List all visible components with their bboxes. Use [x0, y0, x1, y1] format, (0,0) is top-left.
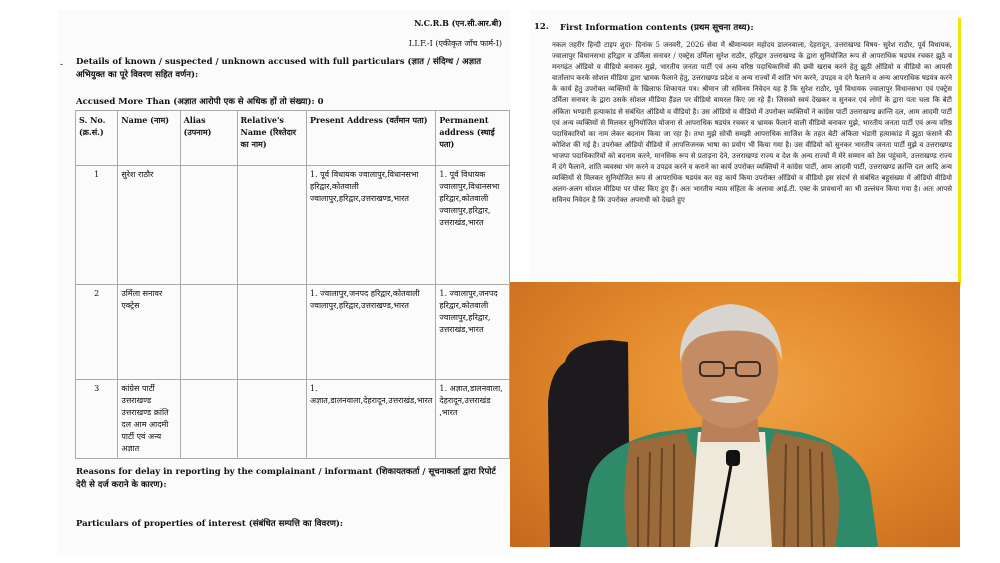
accused-details-title: Details of known / suspected / unknown accused with full particulars (ज्ञात / संदिग्ध / अज्ञात अभियुक्त का पूरे विवरण सहित वर्णन): — [76, 57, 482, 80]
col-relative: Relative's Name (रिश्तेदार का नाम) — [237, 111, 306, 166]
accused-table — [75, 110, 510, 459]
cell-permanent-address: 1. अज्ञात,डालनवाला, देहरादून,उत्तराखंड ,भारत — [436, 380, 510, 459]
press-conference-photo — [510, 282, 960, 547]
col-name: Name (नाम) — [118, 111, 180, 166]
cell-permanent-address: 1. पूर्व विधायक ज्वालापुर,विधानसभा हरिद्वार,कोतवाली ज्वालापुर,हरिद्वार, उत्तराखंड,भारत — [436, 166, 510, 285]
cell-name: सुरेश राठौर — [118, 166, 180, 285]
col-alias: Alias (उपनाम) — [180, 111, 237, 166]
highlight-bar — [958, 18, 961, 285]
table-row — [76, 285, 510, 380]
cell-alias — [180, 285, 237, 380]
cell-sno: 2 — [76, 285, 118, 380]
accused-more-than: Accused More Than (अज्ञात आरोपी एक से अधिक हों तो संख्या): 0 — [76, 97, 324, 107]
first-information-body: नकल तहरीर हिन्दी टाइप शुदा- दिनांक 5 जनवरी, 2026 सेवा में श्रीमान्यवर महोदय डालनवाला, देहरादून, उत्तराखण्ड विषय- सुरेश राठौर, पूर्व विधायक, ज्वालापुर विधानसभा हरिद्वार व उर्मिला सनावर / एक्ट्रेस उर्मिला सुरेश राठौर, हरिद्वार उत्तराखण्ड के द्वारा सुनियोजित रूप से आपराधिक षडयंत्र रचकर झूठे व मनगढ़ंत ऑडियो व वीडियो बनाकर मुझे, भारतीय जनता पार्टी एवं अन्य वरिष्ठ पदाधिकारियों की छवी खराब करने हेतु झूठी ऑडियो व वीडियो का आपसी वार्तालाप करके सोशल मीडिया द्वारा भ्रामक फैलाने हेतु, उत्तराखण्ड प्रदेश व अन्य राज्यों में शांति भंग करने, उपद्रव व दंगे फैलाने व अन्य आपराधिक षडयंत्र करने के कार्य हेतु उपरोक्त व्यक्तियों के खिलाफ शिकायत पत्र। श्रीमान जी सविनय निवेदन यह है कि सुरेश राठौर, पूर्व विधायक ज्वालापुर विधानसभा एवं एक्ट्रेस उर्मिला सनावर के द्वारा उसके सोशल मीडिया हैंडल पर वीडियो वायरल किए जा रहे हैं। जिसको स्वयं देखकर व सुनकर एवं लोगों के द्वारा पता चला कि बेटी अंकिता भण्डारी हत्याकांड से संबंधित ऑडियो व वीडियो है। उस ऑडियो व वीडियो में उपरोक्त व्यक्तियों ने कांग्रेस पार्टी उत्तराखण्ड क्रान्ति दल, आम आदमी पार्टी एवं अन्य व्यक्तियों से मिलकर सुनियोजित योजना से आपराधिक षडयंत्र रचकर व भ्रामक फैलाने वाली वीडियो बनाकर मुझे, भारतीय जनता पार्टी एवं अन्य वरिष्ठ पदाधिकारियों का नाम लेकर बदनाम किया जा रहा है। तथा मुझे सोची समझी आपराधिक साजिश के तहत बेटी अंकिता भंडारी हत्याकांड में झूठा फंसाने की कोशिश की गई है। उपरोक्त ऑडियो वीडियो में आपत्तिजनक भाषा का प्रयोग भी किया गया है। उस वीडियो को सुनकर भारतीय जनता पार्टी मुझे व उत्तराखण्ड भाजपा पदाधिकारियों को बदनाम करने, मानसिक रूप से प्रताड़ना देने, उत्तराखण्ड राज्य व देश के अन्य राज्यों में मेरे सम्मान को ठेस पहुंचाने, उत्तराखण्ड राज्य में दंगे फैलाने, शांति व्यवस्था भंग करने व उपद्रव करने व कराने का कार्य उपरोक्त व्यक्तियों ने कांग्रेस पार्टी, आम आदमी पार्टी, उत्तराखण्ड क्रान्ति दल आदि अन्य व्यक्तियों से मिलकर सुनियोजित रूप से आपराधिक षडयंत्र कर यह कार्य किया उपरोक्त ऑडियो व वीडियो इस संदर्भ से संबंधित बहुसंख्या में ऑडियो वीडियो अलग-अलग सोशल मीडिया पर पोस्ट किए हुए हैं। अतः भारतीय न्याय संहिता के अलावा आई.टी. एक्ट के प्रावधानों का भी उल्लंघन किया गया है। अतः आपसे सविनय निवेदन है कि उपरोक्त अपराधी को देखते हुए — [552, 41, 952, 205]
first-information-title: First Information contents (प्रथम सूचना तथ्य): — [560, 23, 754, 33]
cell-permanent-address: 1. ज्वालापुर,जनपद हरिद्वार,कोतवाली ज्वालापुर,हरिद्वार, उत्तराखंड,भारत — [436, 285, 510, 380]
fir-document-right — [530, 10, 960, 282]
ncrb-header: N.C.R.B (एन.सी.आर.बी) — [414, 18, 502, 28]
cell-relative — [237, 380, 306, 459]
section-bullet: - — [60, 60, 64, 70]
properties-title: Particulars of properties of interest (संबंधित सम्पत्ति का विवरण): — [76, 519, 344, 529]
cell-relative — [237, 166, 306, 285]
cell-sno: 1 — [76, 166, 118, 285]
section-number: 12. — [534, 22, 549, 32]
table-header-row — [76, 111, 510, 166]
col-sno: S. No. (क्र.सं.) — [76, 111, 118, 166]
iif-form-header: I.I.F.-I (एकीकृत जाँच फार्म-I) — [408, 39, 502, 48]
cell-present-address: 1. पूर्व विधायक ज्वालापुर,विधानसभा हरिद्वार,कोतवाली ज्वालापुर,हरिद्वार,उत्तराखण्ड,भारत — [306, 166, 435, 285]
col-present-address: Present Address (वर्तमान पता) — [306, 111, 435, 166]
cell-present-address: 1. ज्वालापुर,जनपद हरिद्वार,कोतवाली ज्वालापुर,हरिद्वार,उत्तराखण्ड,भारत — [306, 285, 435, 380]
col-permanent-address: Permanent address (स्थाई पता) — [436, 111, 510, 166]
delay-reasons-title: Reasons for delay in reporting by the complainant / informant (शिकायतकर्ता / सूचनाकर्ता द्वारा रिपोर्ट देरी से दर्ज कराने के कारण): — [76, 467, 496, 490]
cell-alias — [180, 166, 237, 285]
fir-document-left — [58, 10, 510, 555]
table-row — [76, 380, 510, 459]
cell-alias — [180, 380, 237, 459]
cell-name: उर्मिला सनावर एक्ट्रेस — [118, 285, 180, 380]
cell-name: कांग्रेस पार्टी उत्तराखण्ड उत्तराखण्ड क्रांति दल आम आदमी पार्टी एवं अन्य अज्ञात — [118, 380, 180, 459]
cell-relative — [237, 285, 306, 380]
cell-present-address: 1. अज्ञात,डालनवाला,देहरादून,उत्तराखंड,भारत — [306, 380, 435, 459]
cell-sno: 3 — [76, 380, 118, 459]
speaker-illustration — [510, 282, 960, 547]
table-row — [76, 166, 510, 285]
